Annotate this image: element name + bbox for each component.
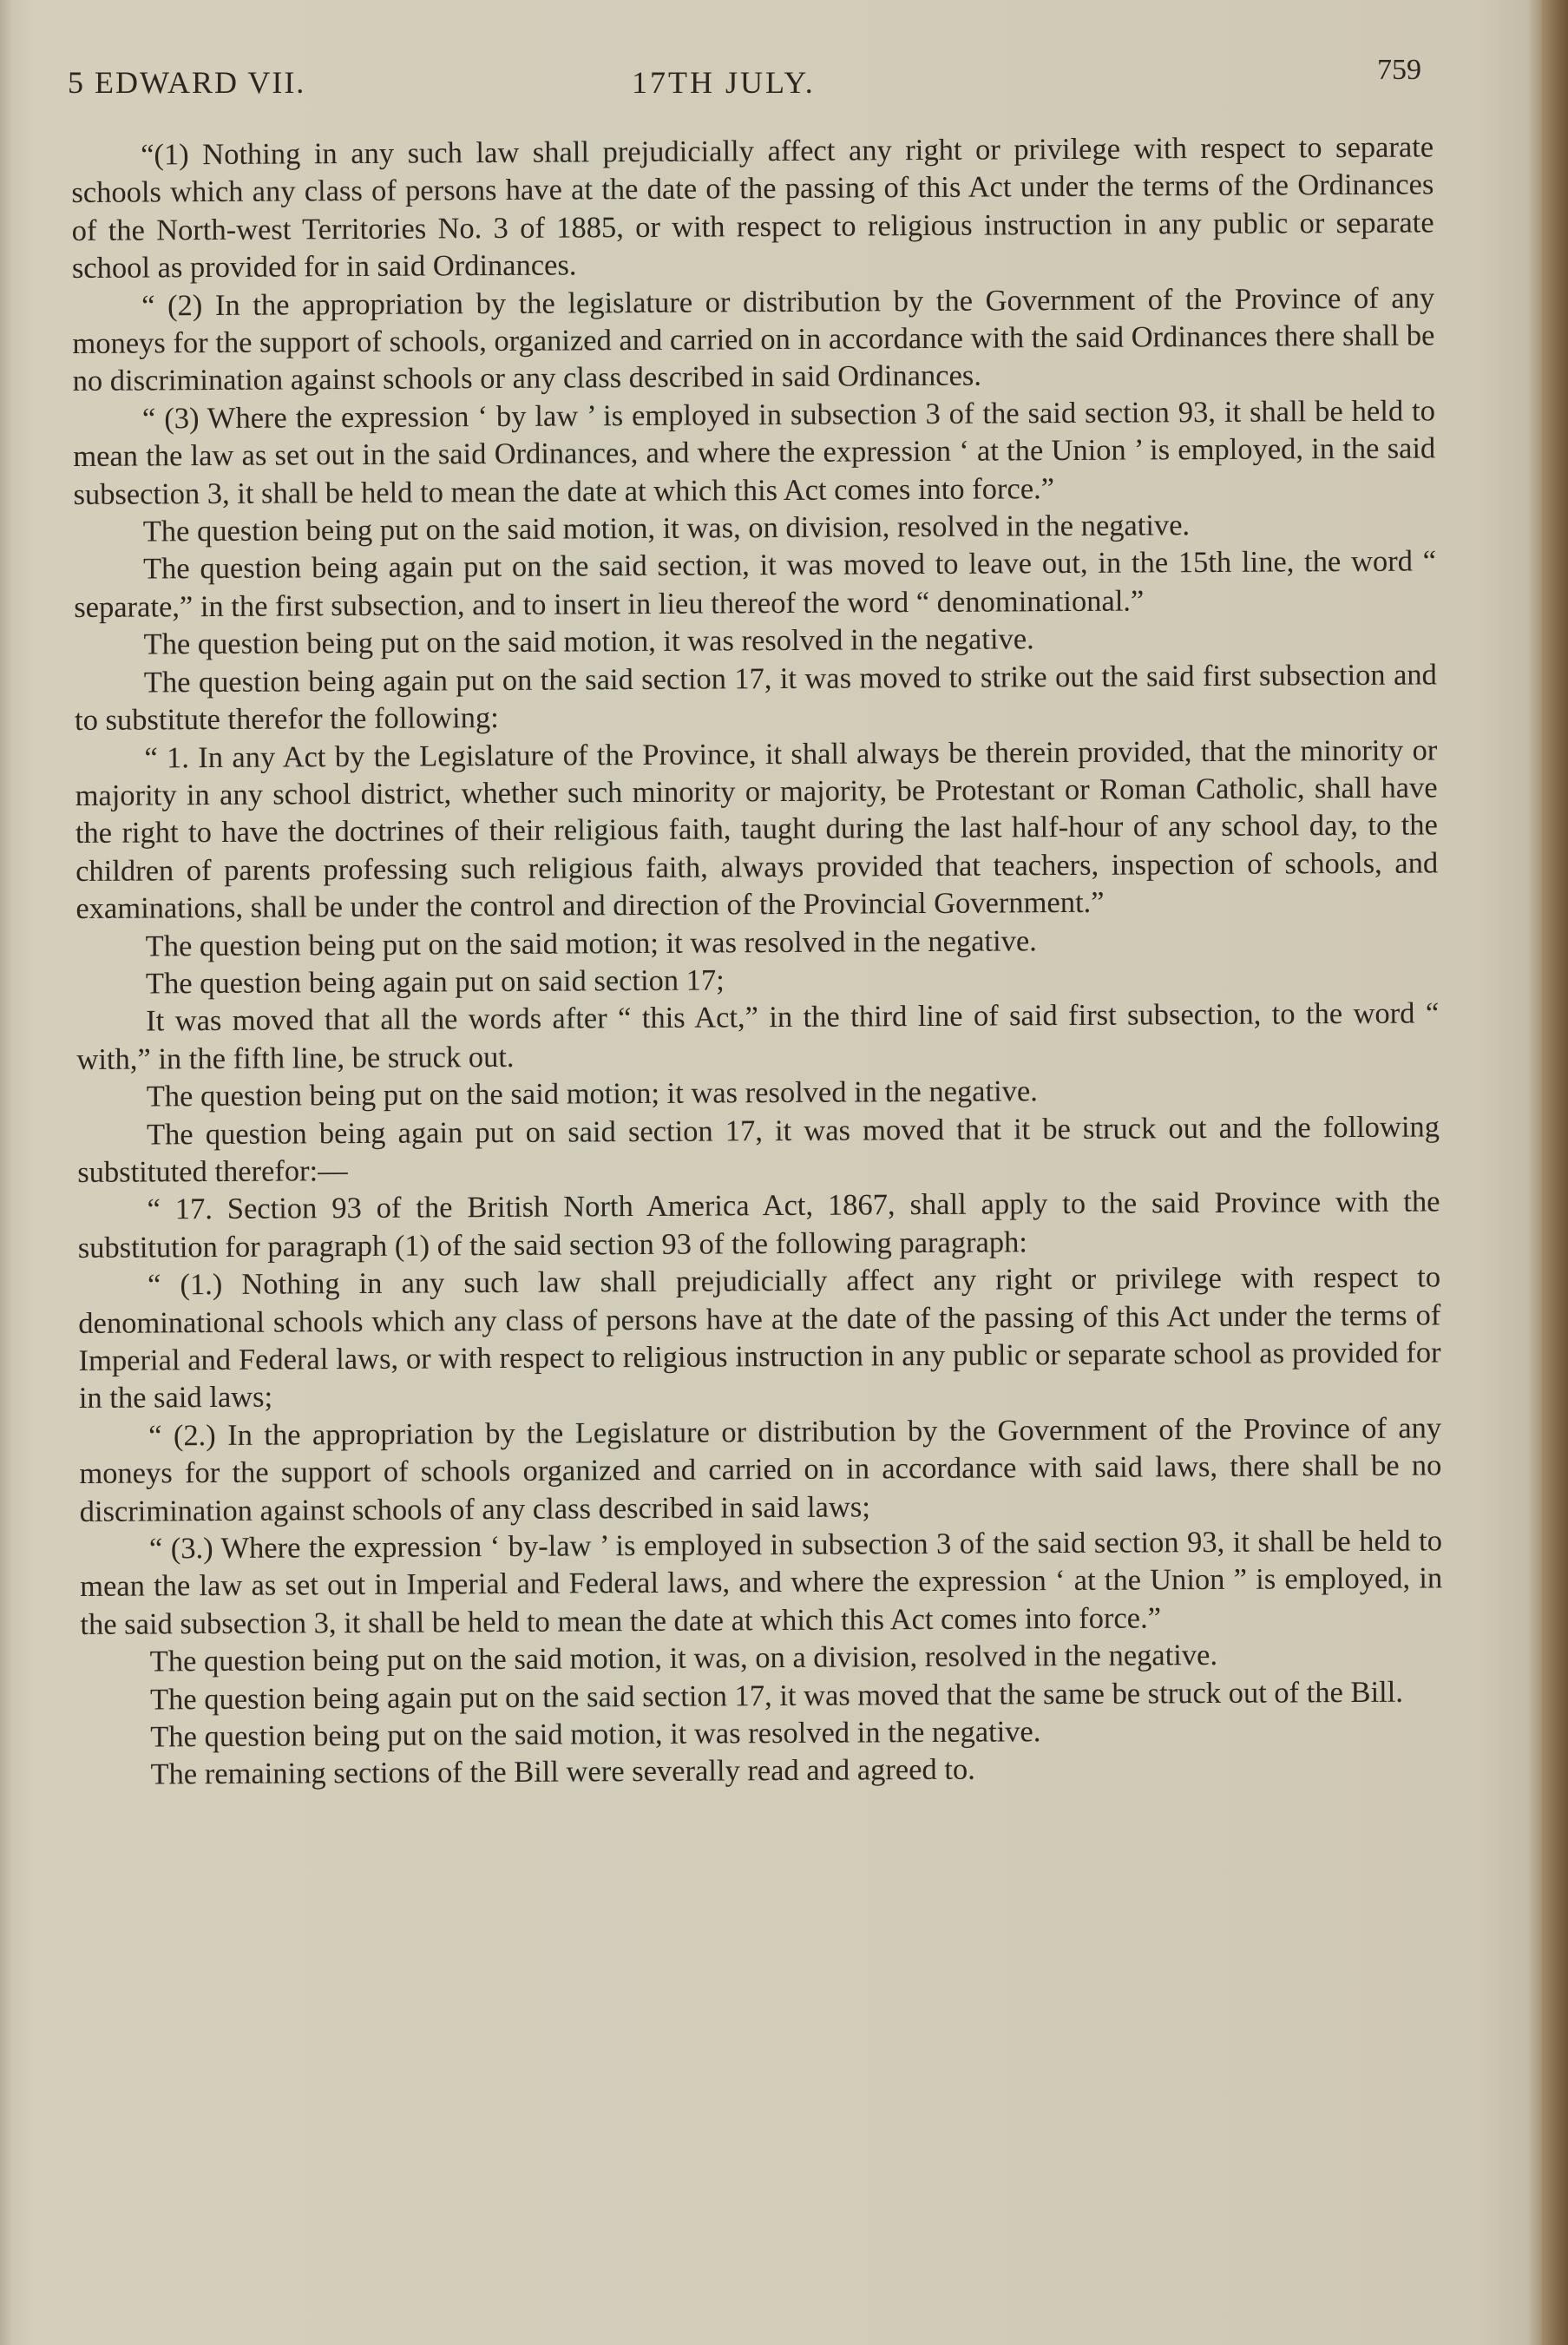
journal-body-text [71,128,1444,1794]
paragraph-proposed-subsection-3: “ (3.) Where the expression ‘ by-law ’ is employed in subsection 3 of the said section 93, it shall be held to mean the law as set out in Imperial and Federal laws, and where the expression ‘ at the Union ” is employed, in the said subsection 3, it shall be held to mean the date at which this Act comes into force.” [80,1524,1443,1641]
paragraph-resolved-negative: The question being put on the said motion; it was resolved in the negative. [146,1074,1038,1113]
paragraph-motion-denominational: The question being again put on the said section, it was moved to leave out, in the 15th line, the word “ separate,” in the first subsection, and to insert in lieu thereof the word “ denominational.” [74,544,1437,624]
book-binding-edge [1542,0,1568,2345]
paragraph-subsection-3-ordinances: “ (3) Where the expression ‘ by law ’ is employed in subsection 3 of the said section 93, it shall be held to mean the law as set out in the said Ordinances, and where the expression ‘ at the Union ’ is employed, in the said subsection 3, it shall be held to mean the date at which this Act comes into force.” [73,394,1436,511]
paragraph-subsection-2-ordinances: “ (2) In the appropriation by the legislature or distribution by the Government of the Province of any moneys for the support of schools, organized and carried on in accordance with the said Ordinances there shall be no discrimination against schools or any class described in said Ordinances. [72,281,1435,398]
header-date: 17TH JULY. [632,65,816,100]
paragraph-motion-strike-subsection: The question being again put on the said section 17, it was moved to strike out the said first subsection and to substitute therefor the following: [74,658,1437,738]
paragraph-motion-strike-from-bill: The question being again put on the said section 17, it was moved that the same be struck out of the Bill. [149,1675,1404,1717]
paragraph-motion-substitute: The question being again put on said section 17, it was moved that it be struck out and the following substituted therefor:— [77,1109,1440,1189]
header-regnal-year: 5 EDWARD VII. [68,65,306,100]
paragraph-subsection-1-ordinances: “(1) Nothing in any such law shall prejudicially affect any right or privilege with respect to separate schools which any class of persons have at the date of the passing of this Act under the terms of the Ordinances of the North-west Territories No. 3 of 1885, or with respect to religious instruction in any public or separate school as provided for in said Ordinances. [71,130,1434,286]
paragraph-resolved-negative: The question being put on the said motion; it was resolved in the negative. [145,923,1037,963]
paragraph-proposed-subsection-1: “ (1.) Nothing in any such law shall prejudicially affect any right or privilege with respect to denominational schools which any class of persons have at the date of the passing of this Act under the terms of Imperial and Federal laws, or with respect to religious instruction in any public or separate school as provided for in the said laws; [78,1260,1441,1416]
running-header [68,54,1421,106]
paragraph-proposed-clause-1: “ 1. In any Act by the Legislature of the Province, it shall always be therein provided, that the minority or majority in any school district, whether such minority or majority, be Protestant or Roman Catholic, shall have the right to have the doctrines of their religious faith, taught during the last half-hour of any school day, to the children of parents professing such religious faith, always provided that teachers, inspection of schools, and examinations, shall be under the control and direction of the Provincial Government.” [75,732,1439,926]
page-number: 759 [1377,54,1421,86]
paragraph-remaining-sections: The remaining sections of the Bill were severally read and agreed to. [150,1753,975,1791]
paragraph-resolved-negative: The question being put on the said motion, it was resolved in the negative. [143,622,1034,661]
paragraph-resolved-negative: The question being put on the said motion, it was resolved in the negative. [150,1715,1041,1754]
paragraph-resolved-negative: The question being put on the said motion, it was, on division, resolved in the negative. [142,509,1191,548]
paragraph-motion-struck-words: It was moved that all the words after “ this Act,” in the third line of said first subsection, to the word “ with,” in the fifth line, be struck out. [76,996,1440,1076]
paragraph-question-section-17: The question being again put on said section 17; [145,963,725,1001]
paragraph-proposed-section-17: “ 17. Section 93 of the British North America Act, 1867, shall apply to the said Province with the substitution for paragraph (1) of the said section 93 of the following paragraph: [77,1185,1440,1264]
paragraph-proposed-subsection-2: “ (2.) In the appropriation by the Legislature or distribution by the Government of the Province of any moneys for the support of schools organized and carried on in accordance with said laws, there shall be no discrimination against schools of any class described in said laws; [79,1411,1442,1528]
paragraph-resolved-negative-division: The question being put on the said motion, it was, on a division, resolved in the negative. [149,1639,1218,1678]
